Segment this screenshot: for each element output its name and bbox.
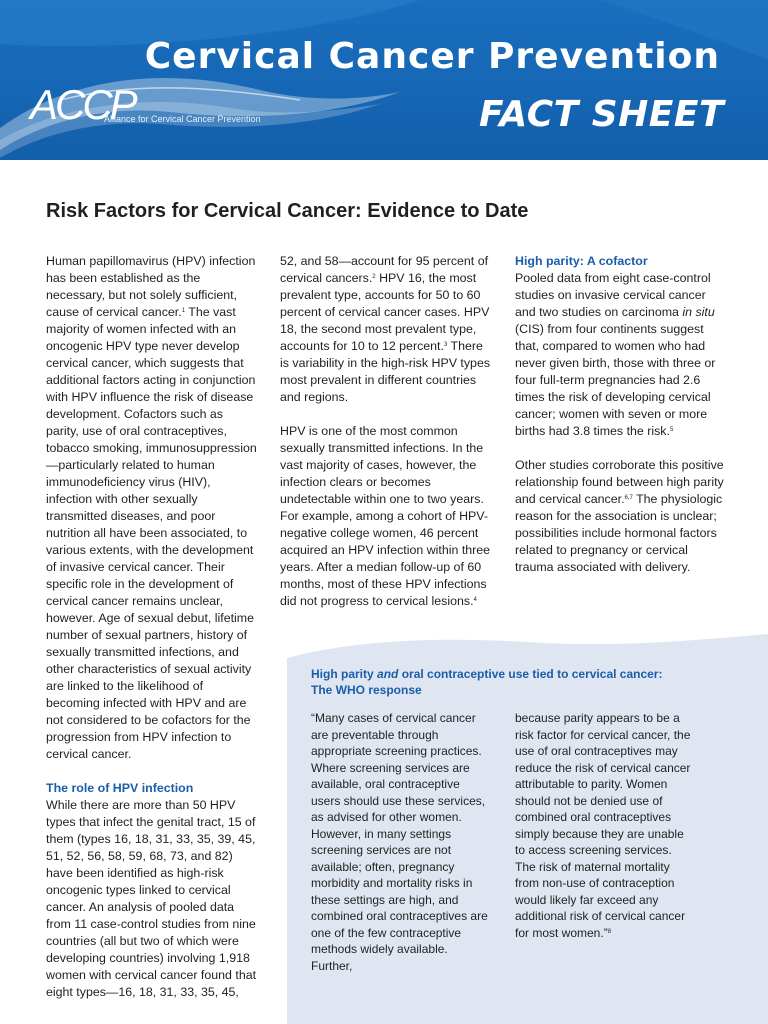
text-run: Human papillomavirus (HPV) infection has been established as the necessary, but not solely sufficient, cause of cervical cancer. — [46, 254, 256, 319]
reference-marker: 2 — [372, 274, 376, 280]
reference-marker: 5 — [669, 427, 674, 433]
callout-column-2 — [515, 710, 695, 941]
column-2 — [280, 253, 492, 610]
subhead-hpv-role: The role of HPV infection — [46, 781, 194, 795]
text-run: oral contraceptive use tied to cervical cancer: — [398, 667, 663, 681]
page-header — [0, 0, 768, 160]
text-run: The physiologic reason for the association is unclear; possibilities include hormonal factors related to pregnancy or cervical trauma associated with delivery. — [515, 492, 723, 574]
text-run: There is variability in the high-risk HPV types most prevalent in different countries and regions. — [280, 339, 491, 404]
text-run: because parity appears to be a risk factor for cervical cancer, the use of oral contraceptives may reduce the risk of cervical cancer attributable to parity. Women should not be denied use of combined oral contraceptives simply because they are unable to access screening services. The risk of maternal mortality from non-use of contraception would likely far exceed any additional risk of cervical cancer for most women.” — [515, 711, 691, 940]
subhead-high-parity: High parity: A cofactor — [515, 254, 648, 268]
header-swoosh-graphic — [0, 0, 768, 160]
italic-text: and — [377, 667, 399, 681]
hpv-types-paragraph — [280, 253, 492, 406]
reference-marker: 1 — [181, 308, 186, 314]
logo-text: Alliance for Cervical Cancer Prevention — [104, 114, 261, 124]
callout-column-1: “Many cases of cervical cancer are preventable through appropriate screening practices. Where screening services are available, oral contraceptive users should use these services, as advised for other women. However, in many settings screening services are not available; often, pregnancy morbidity and mortality risks in these settings are high, and combined oral contraceptives are one of the few contraceptive methods widely available. Further, — [311, 711, 488, 973]
hpv-common-paragraph — [280, 423, 492, 610]
who-callout-box — [287, 634, 768, 1024]
article-title: Risk Factors for Cervical Cancer: Evidence to Date — [46, 200, 529, 222]
header-title: Cervical Cancer Prevention — [144, 36, 720, 77]
hpv-role-paragraph: While there are more than 50 HPV types that infect the genital tract, 15 of them (types 16, 18, 31, 33, 35, 39, 45, 51, 52, 56, 58, 59, 68, 73, and 82) have been identified as high-risk oncogenic types linked to cervical cancer. An analysis of pooled data from 11 case-control studies from nine countries (all but two of which were developing countries) involving 1,918 women with cervical cancer found that eight types—16, 18, 31, 33, 35, 45, — [46, 798, 257, 999]
text-run: High parity — [311, 667, 378, 681]
text-run: The WHO response — [311, 683, 422, 697]
text-run: Other studies corroborate this positive relationship found between high parity and cervical cancer. — [515, 458, 724, 506]
text-run: Pooled data from eight case-control studies on invasive cervical cancer and two studies on carcinoma — [515, 271, 711, 319]
header-subtitle: FACT SHEET — [478, 94, 724, 135]
reference-marker: 3 — [443, 342, 448, 348]
logo-mark: ACCP — [30, 81, 135, 128]
text-run: HPV 16, the most prevalent type, accounts for 50 to 60 percent of cervical cancer cases. HPV 18, the second most prevalent type, accounts for 10 to 12 percent. — [280, 271, 490, 353]
reference-marker: 4 — [473, 597, 477, 603]
parity-paragraph — [515, 270, 727, 440]
text-run: HPV is one of the most common sexually transmitted infections. In the vast majority of cases, however, the infection clears or becomes undetectable within one to two years. For example, among a cohort of HPV-negative college women, 46 percent acquired an HPV infection within three years. After a median follow-up of 60 months, most of these HPV infections did not progress to cervical lesions. — [280, 424, 491, 608]
text-run: 52, and 58—account for 95 percent of cervical cancers. — [280, 254, 489, 285]
column-3 — [515, 253, 727, 576]
reference-marker: 8 — [607, 928, 612, 935]
callout-title — [311, 666, 751, 698]
corroborate-paragraph — [515, 457, 727, 576]
italic-text: in situ — [682, 305, 715, 319]
text-run: (CIS) from four continents suggest that, compared to women who had never given birth, those with three or four full-term pregnancies had 2.6 times the risk of developing cervical cancer; women with seven or more births had 3.8 times the risk. — [515, 322, 716, 438]
intro-paragraph — [46, 253, 258, 763]
accp-logo — [30, 81, 261, 128]
text-run: The vast majority of women infected with an oncogenic HPV type never develop cervical cancer, which suggests that additional factors acting in conjunction with HPV influence the risk of disease development. Cofactors such as parity, use of oral contraceptives, tobacco smoking, immunosuppression—particularly related to human immunodeficiency virus (HIV), infection with other sexually transmitted diseases, and poor nutrition all have been associated, to various extents, with the development of invasive cervical cancer. Their specific role in the development of cervical cancer remains unclear, however. Age of sexual debut, lifetime number of sexual partners, history of sexually transmitted infections, and other characteristics of sexual activity are linked to the likelihood of becoming infected with HPV and are not considered to be cofactors for the progression from HPV infection to cervical cancer. — [46, 305, 257, 761]
column-1 — [46, 253, 258, 1001]
reference-marker: 6,7 — [624, 495, 633, 501]
